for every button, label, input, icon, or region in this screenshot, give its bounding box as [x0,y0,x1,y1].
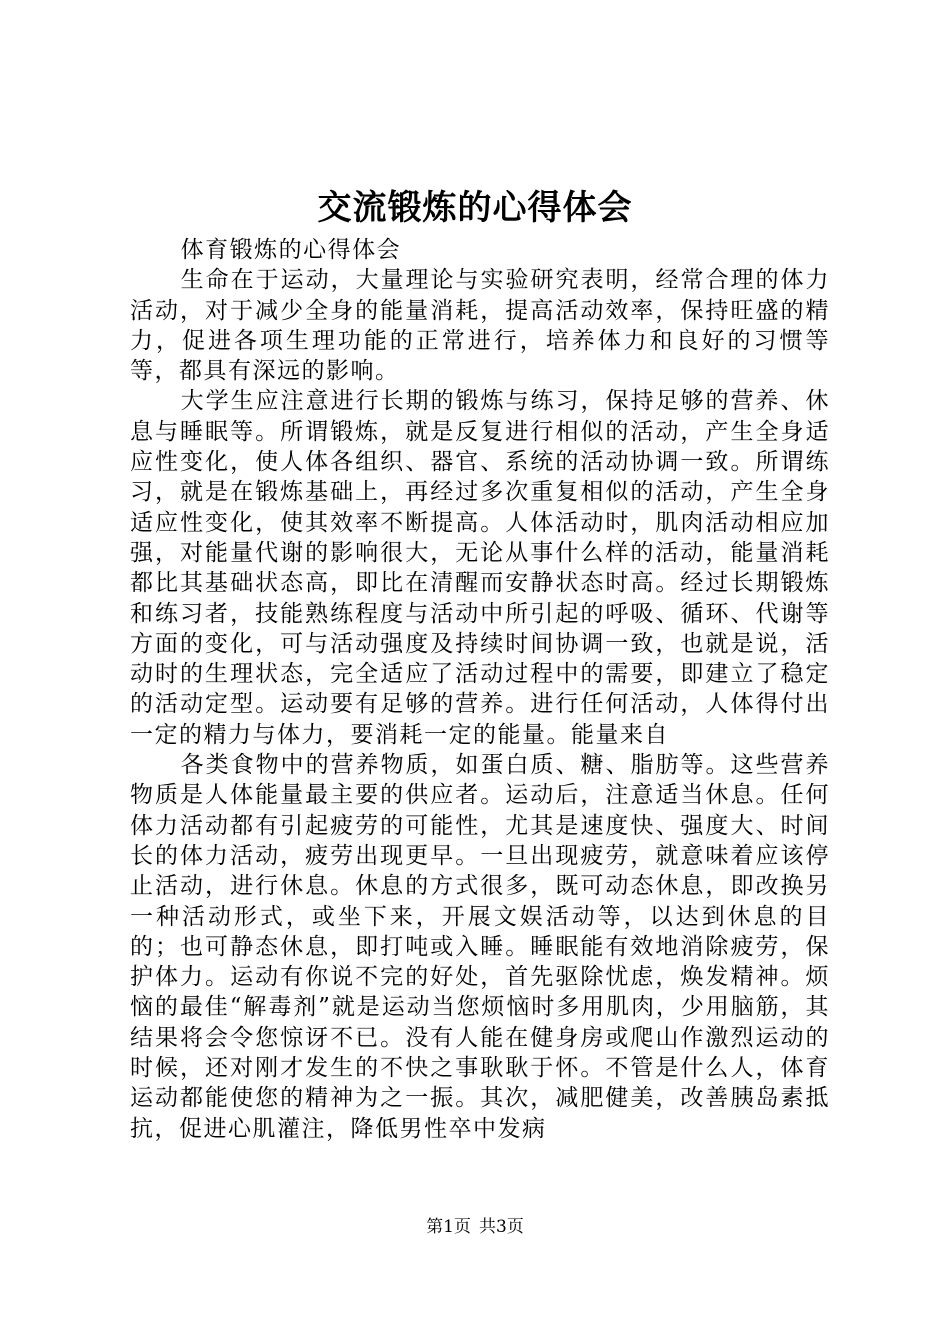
paragraph-3: 各类食物中的营养物质，如蛋白质、糖、脂肪等。这些营养物质是人体能量最主要的供应者。运动后，注意适当休息。任何体力活动都有引起疲劳的可能性，尤其是速度快、强度大、时间长的体力活动，疲劳出现更早。一旦出现疲劳，就意味着应该停止活动，进行休息。休息的方式很多，既可动态休息，即改换另一种活动形式，或坐下来，开展文娱活动等，以达到休息的目的；也可静态休息，即打吨或入睡。睡眠能有效地消除疲劳，保护体力。运动有你说不完的好处，首先驱除忧虑，焕发精神。烦恼的最佳“解毒剂”就是运动当您烦恼时多用肌肉，少用脑筋，其结果将会令您惊讶不已。没有人能在健身房或爬山作激烈运动的时候，还对刚才发生的不快之事耿耿于怀。不管是什么人，体育运动都能使您的精神为之一振。其次，减肥健美，改善胰岛素抵抗，促进心肌灌注，降低男性卒中发病 [130,752,830,1142]
page-total: 共3页 [479,1217,524,1237]
page-number: 第1页 [426,1217,471,1237]
paragraph-2: 大学生应注意进行长期的锻炼与练习，保持足够的营养、休息与睡眠等。所谓锻炼，就是反复进行相似的活动，产生全身适应性变化，使人体各组织、器官、系统的活动协调一致。所谓练习，就是在锻炼基础上，再经过多次重复相似的活动，产生全身适应性变化，使其效率不断提高。人体活动时，肌肉活动相应加强，对能量代谢的影响很大，无论从事什么样的活动，能量消耗都比其基础状态高，即比在清醒而安静状态时高。经过长期锻炼和练习者，技能熟练程度与活动中所引起的呼吸、循环、代谢等方面的变化，可与活动强度及持续时间协调一致，也就是说，活动时的生理状态，完全适应了活动过程中的需要，即建立了稳定的活动定型。运动要有足够的营养。进行任何活动，人体得付出一定的精力与体力，要消耗一定的能量。能量来自 [130,388,830,748]
document-title: 交流锻炼的心得体会 [317,188,633,228]
page-footer [0,1215,950,1239]
paragraph-1: 生命在于运动，大量理论与实验研究表明，经常合理的体力活动，对于减少全身的能量消耗，提高活动效率，保持旺盛的精力，促进各项生理功能的正常进行，培养体力和良好的习惯等等，都具有深远的影响。 [130,267,830,385]
document-subtitle: 体育锻炼的心得体会 [180,237,402,263]
document-body [130,235,830,1144]
